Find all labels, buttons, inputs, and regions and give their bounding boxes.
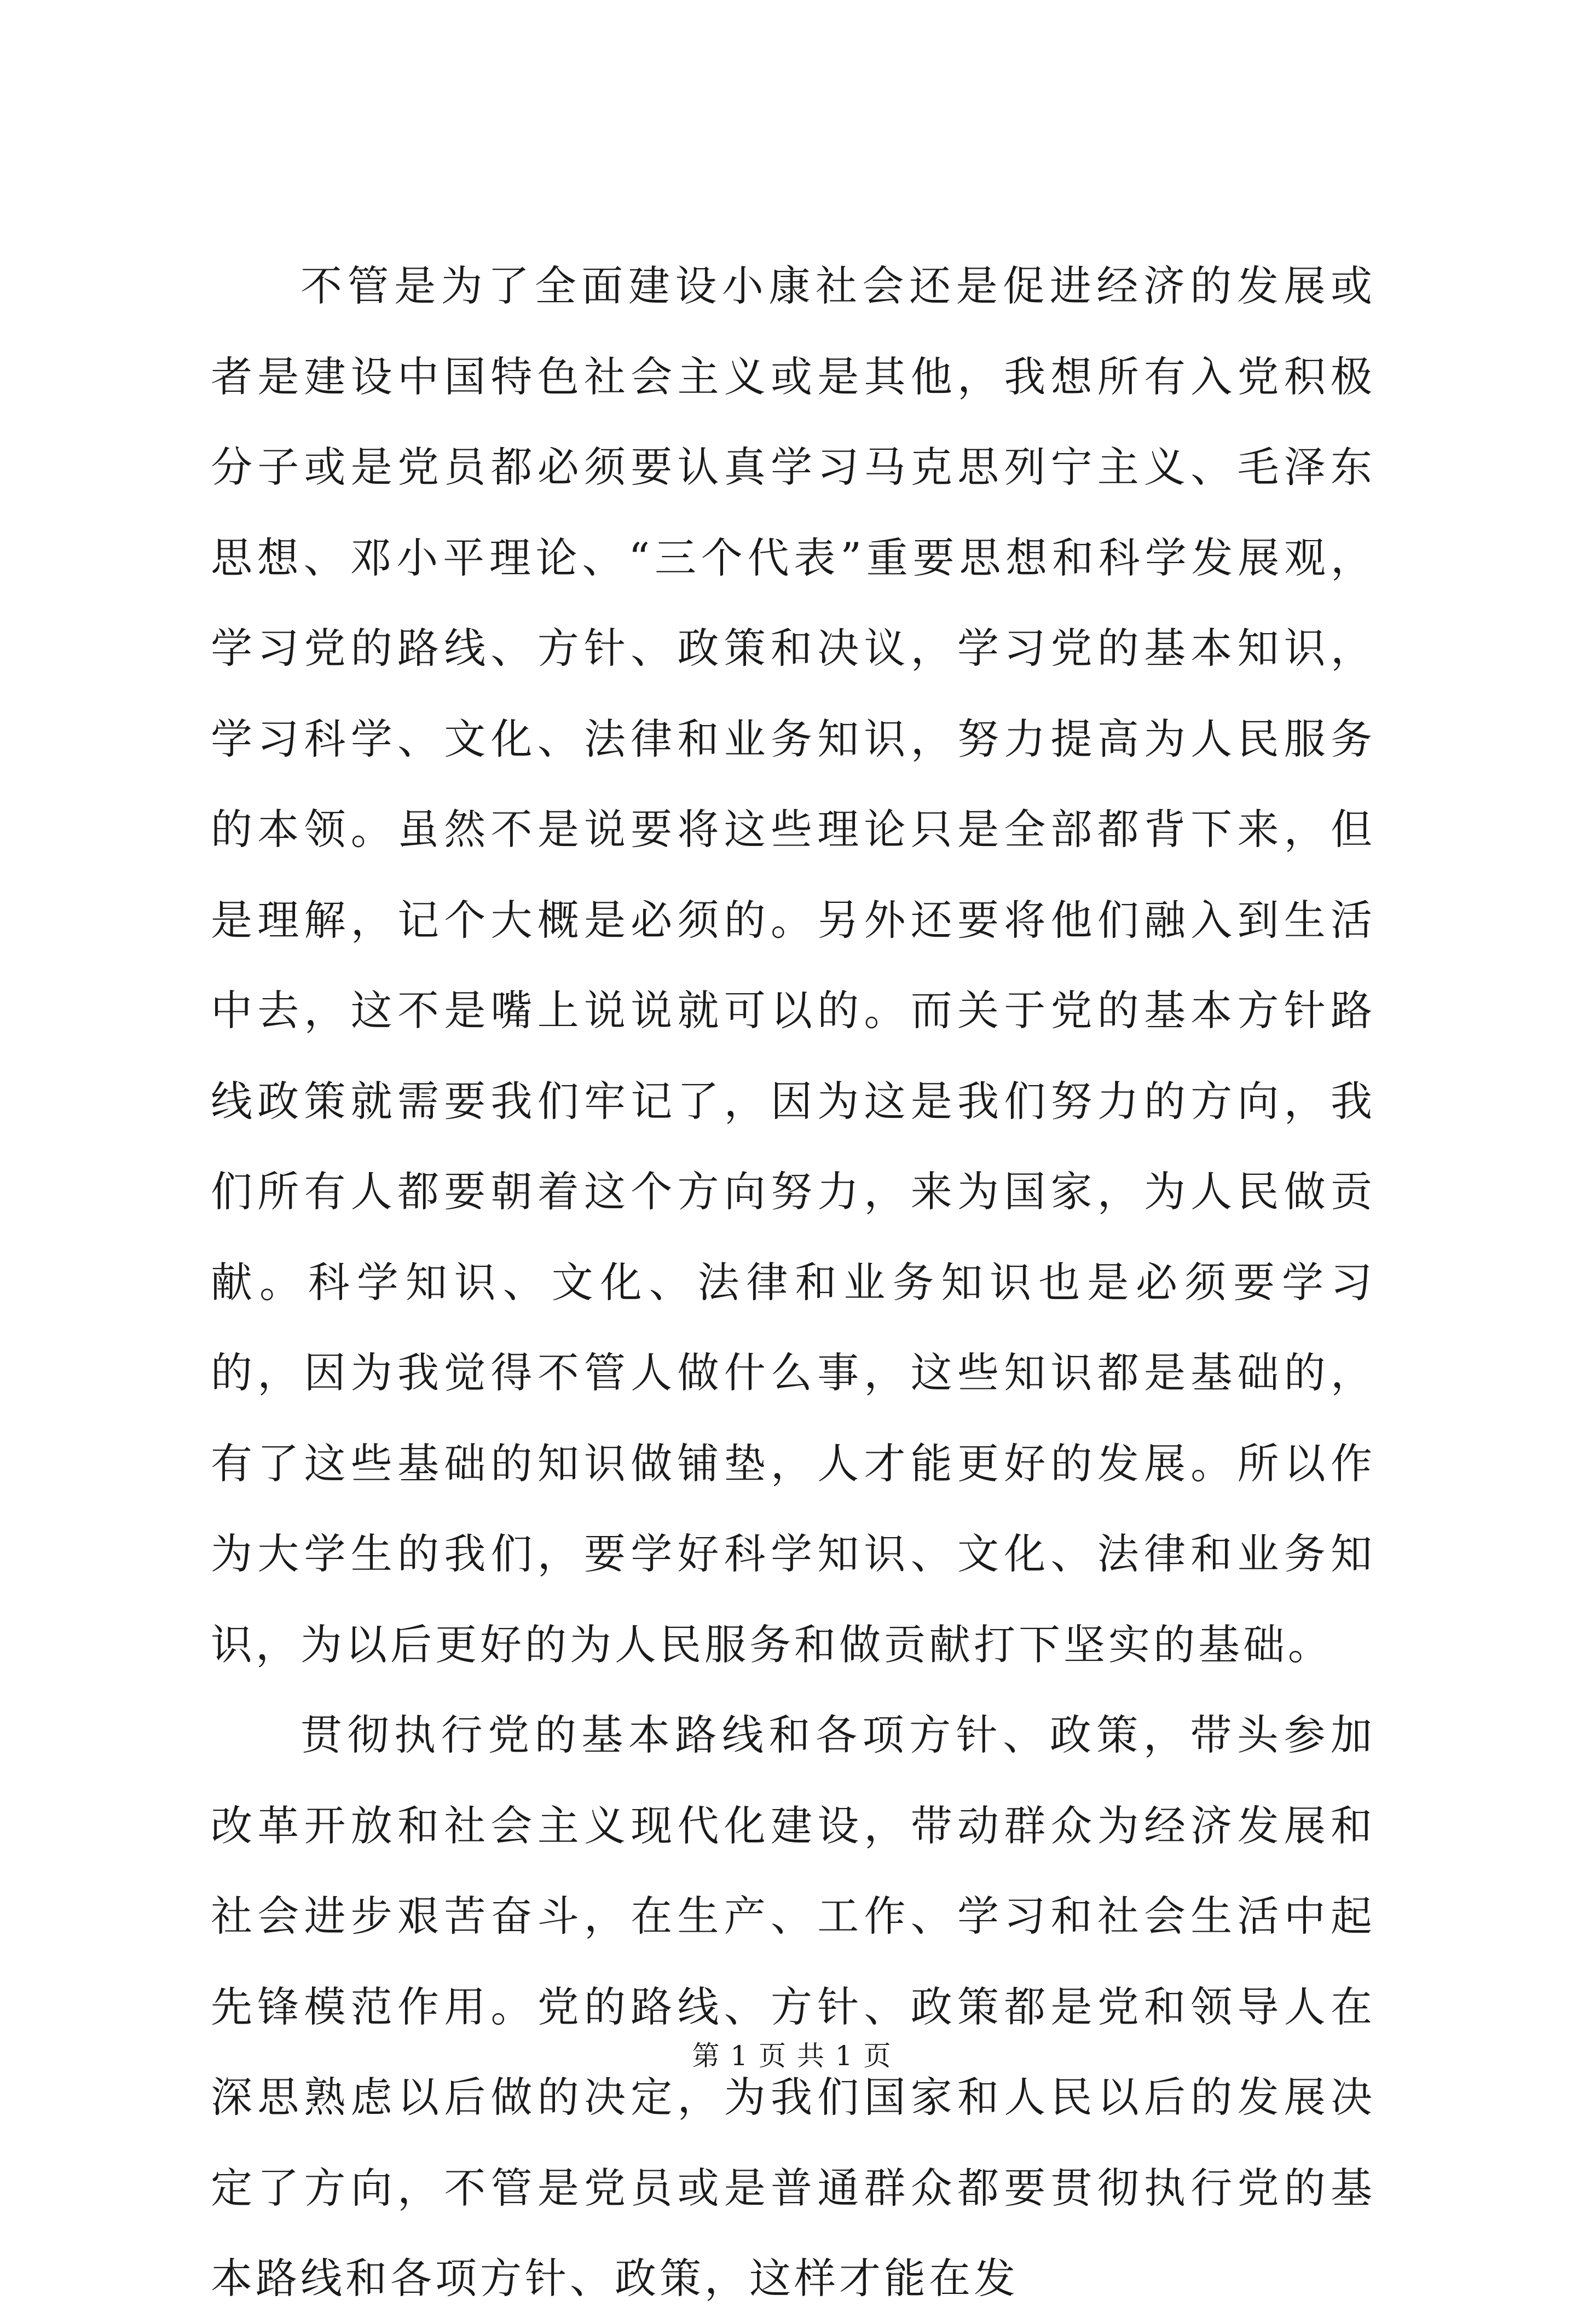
- page-footer: 第 1 页 共 1 页: [692, 2040, 892, 2072]
- paragraph-1: 不管是为了全面建设小康社会还是促进经济的发展或者是建设中国特色社会主义或是其他，我想所有入党积极分子或是党员都必须要认真学习马克思列宁主义、毛泽东思想、邓小平理论、“三个代表”重要思想和科学发展观，学习党的路线、方针、政策和决议，学习党的基本知识，学习科学、文化、法律和业务知识，努力提高为人民服务的本领。虽然不是说要将这些理论只是全部都背下来，但是理解，记个大概是必须的。另外还要将他们融入到生活中去，这不是嘴上说说就可以的。而关于党的基本方针路线政策就需要我们牢记了，因为这是我们努力的方向，我们所有人都要朝着这个方向努力，来为国家，为人民做贡献。科学知识、文化、法律和业务知识也是必须要学习的，因为我觉得不管人做什么事，这些知识都是基础的，有了这些基础的知识做铺垫，人才能更好的发展。所以作为大学生的我们，要学好科学知识、文化、法律和业务知识，为以后更好的为人民服务和做贡献打下坚实的基础。: [211, 262, 1375, 1669]
- document-body: [211, 241, 1375, 2324]
- paragraph-2: 贯彻执行党的基本路线和各项方针、政策，带头参加改革开放和社会主义现代化建设，带动群众为经济发展和社会进步艰苦奋斗，在生产、工作、学习和社会生活中起先锋模范作用。党的路线、方针、政策都是党和领导人在深思熟虑以后做的决定，为我们国家和人民以后的发展决定了方向，不管是党员或是普通群众都要贯彻执行党的基本路线和各项方针、政策，这样才能在发: [211, 1711, 1375, 2303]
